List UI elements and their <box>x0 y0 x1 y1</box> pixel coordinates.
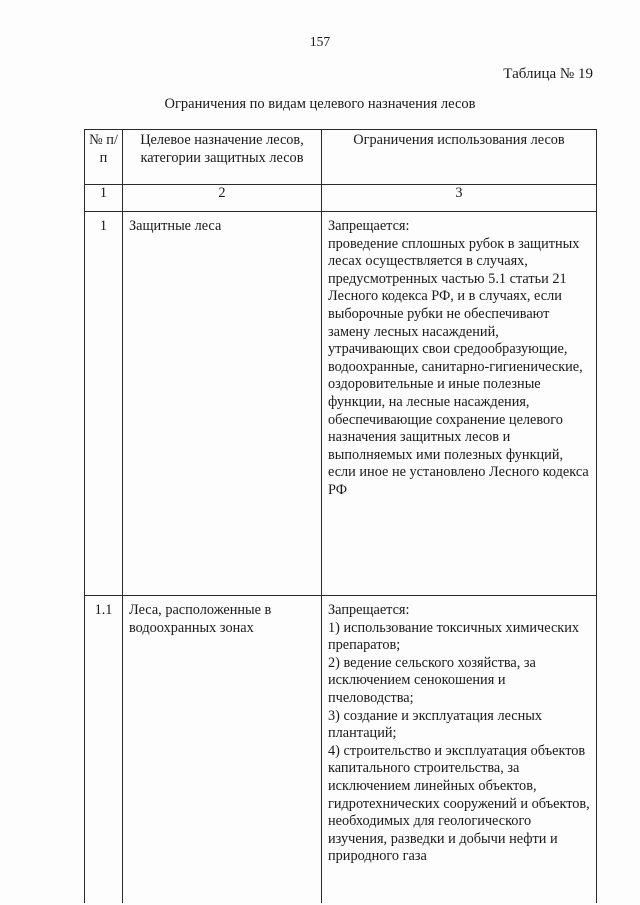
header-category: Целевое назначение лесов, категории защитных лесов <box>123 130 322 185</box>
restriction-item: 3) создание и эксплуатация лесных плантаций; <box>328 707 543 742</box>
row-number: 1 <box>85 212 123 596</box>
restriction-item: 2) ведение сельского хозяйства, за исключением сенокошения и пчеловодства; <box>328 654 536 706</box>
restriction-item: 4) строительство и эксплуатация объектов капитального строительства, за исключением линейных объектов, гидротехнических сооружений и объектов, необходимых для геологического изучения, разведки и добычи нефти и природного газа <box>328 742 590 865</box>
row-restrictions <box>322 596 597 904</box>
restriction-item: проведение сплошных рубок в защитных лесах осуществляется в случаях, предусмотренных частью 5.1 статьи 21 Лесного кодекса РФ, и в случаях, если выборочные рубки не обеспечивают замену лесных насаждений, утрачивающих свои средообразующие, водоохранные, санитарно-гигиенические, оздоровительные и иные полезные функции, на лесные насаждения, обеспечивающие сохранение целевого назначения защитных лесов и выполняемых ими полезных функций, если иное не установлено Лесного кодекса РФ <box>328 235 589 498</box>
header-restrictions: Ограничения использования лесов <box>322 130 597 185</box>
row-restrictions <box>322 212 597 596</box>
row-category: Защитные леса <box>123 212 322 596</box>
restriction-title: Запрещается: <box>328 602 410 618</box>
table-label: Таблица № 19 <box>503 66 593 82</box>
row-category: Леса, расположенные в водоохранных зонах <box>123 596 322 904</box>
page-number: 157 <box>309 34 331 49</box>
restriction-item: 1) использование токсичных химических препаратов; <box>328 619 580 654</box>
column-number-row <box>85 185 597 212</box>
column-number-2: 2 <box>123 185 322 212</box>
table-header-row <box>85 130 597 185</box>
column-number-1: 1 <box>85 185 123 212</box>
table-row <box>85 212 597 596</box>
table-title: Ограничения по видам целевого назначения лесов <box>164 96 476 112</box>
row-number: 1.1 <box>85 596 123 904</box>
header-number: № п/п <box>85 130 123 185</box>
restriction-title: Запрещается: <box>328 218 410 234</box>
column-number-3: 3 <box>322 185 597 212</box>
restrictions-table <box>84 129 597 903</box>
table-row <box>85 596 597 904</box>
